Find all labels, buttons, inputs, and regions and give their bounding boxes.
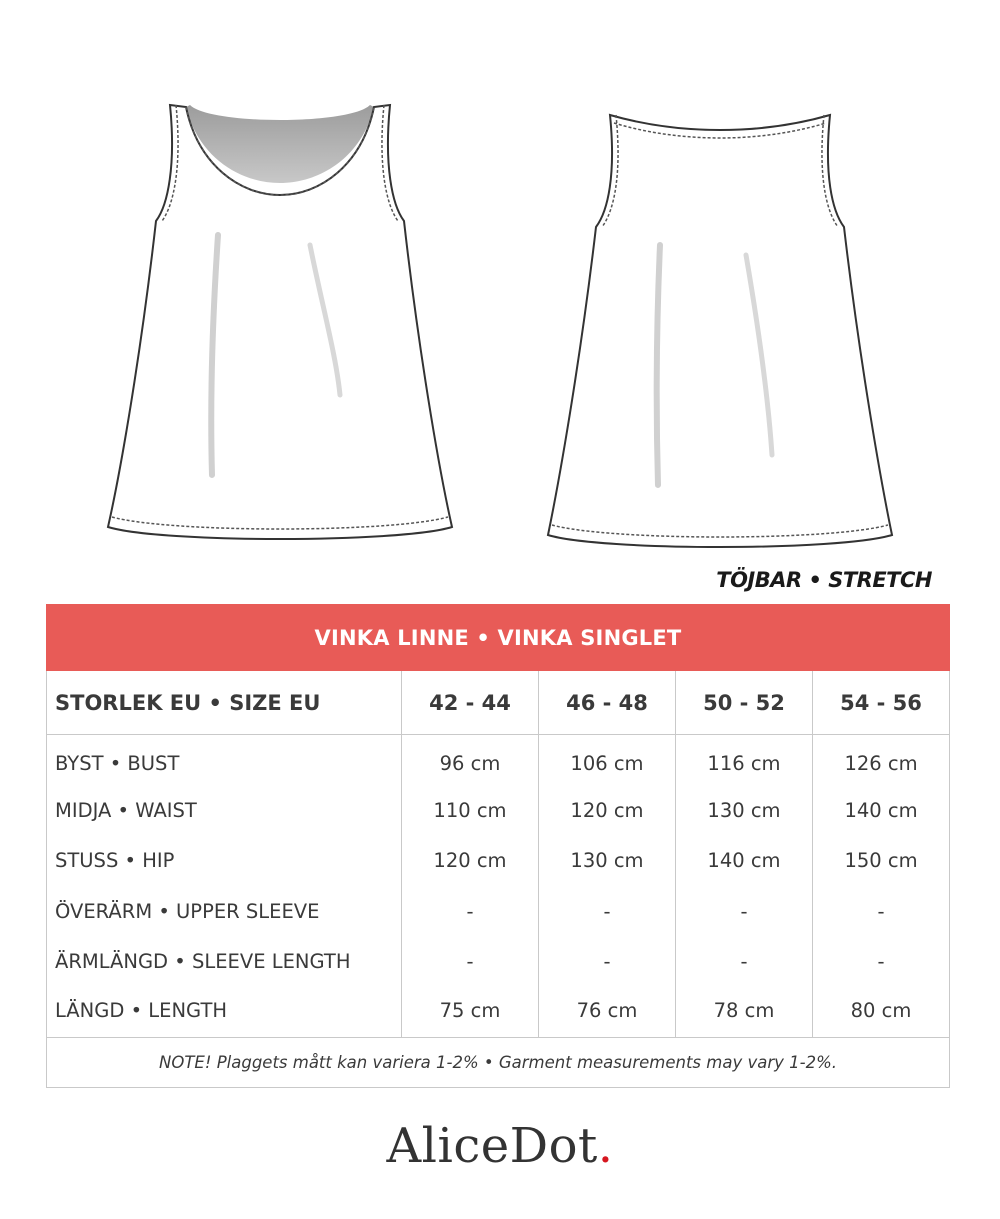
measurement-label: ÖVERÄRM • UPPER SLEEVE bbox=[47, 886, 402, 937]
measurement-label: MIDJA • WAIST bbox=[47, 785, 402, 836]
measurement-value: 75 cm bbox=[402, 987, 539, 1038]
measurement-value: 106 cm bbox=[539, 735, 676, 786]
table-row bbox=[47, 987, 950, 1038]
size-header-row bbox=[47, 671, 950, 735]
note-row bbox=[47, 1038, 950, 1088]
measurement-label: BYST • BUST bbox=[47, 735, 402, 786]
brand-name: AliceDot bbox=[386, 1118, 598, 1174]
measurement-value: 126 cm bbox=[813, 735, 950, 786]
size-column-header: 50 - 52 bbox=[676, 671, 813, 735]
measurement-value: 116 cm bbox=[676, 735, 813, 786]
measurement-value: 96 cm bbox=[402, 735, 539, 786]
table-row bbox=[47, 886, 950, 937]
measurement-value: - bbox=[402, 937, 539, 988]
measurement-label: STUSS • HIP bbox=[47, 836, 402, 887]
measurement-value: 140 cm bbox=[813, 785, 950, 836]
table-row bbox=[47, 735, 950, 786]
measurement-value: - bbox=[539, 886, 676, 937]
singlet-front-sketch bbox=[100, 95, 460, 565]
measurement-value: 130 cm bbox=[539, 836, 676, 887]
measurement-value: 150 cm bbox=[813, 836, 950, 887]
measurement-value: 76 cm bbox=[539, 987, 676, 1038]
measurement-label: ÄRMLÄNGD • SLEEVE LENGTH bbox=[47, 937, 402, 988]
measurement-value: - bbox=[813, 886, 950, 937]
table-row bbox=[47, 836, 950, 887]
measurement-value: 140 cm bbox=[676, 836, 813, 887]
measurement-value: 110 cm bbox=[402, 785, 539, 836]
measurement-value: 78 cm bbox=[676, 987, 813, 1038]
size-chart-table bbox=[46, 604, 950, 1088]
table-title-row bbox=[47, 605, 950, 671]
singlet-back-sketch bbox=[540, 95, 900, 565]
table-row bbox=[47, 785, 950, 836]
stretch-label: TÖJBAR • STRETCH bbox=[716, 568, 932, 592]
measurement-note: NOTE! Plaggets mått kan variera 1-2% • Garment measurements may vary 1-2%. bbox=[47, 1038, 950, 1088]
measurement-value: - bbox=[402, 886, 539, 937]
measurement-label: LÄNGD • LENGTH bbox=[47, 987, 402, 1038]
table-row bbox=[47, 937, 950, 988]
measurement-value: - bbox=[676, 886, 813, 937]
size-column-header: 54 - 56 bbox=[813, 671, 950, 735]
size-header-label: STORLEK EU • SIZE EU bbox=[47, 671, 402, 735]
measurement-value: 130 cm bbox=[676, 785, 813, 836]
measurement-value: 120 cm bbox=[539, 785, 676, 836]
brand-dot: . bbox=[597, 1118, 614, 1174]
table-title: VINKA LINNE • VINKA SINGLET bbox=[47, 605, 950, 671]
measurement-value: - bbox=[539, 937, 676, 988]
measurement-value: 120 cm bbox=[402, 836, 539, 887]
measurement-value: - bbox=[676, 937, 813, 988]
measurement-value: - bbox=[813, 937, 950, 988]
size-column-header: 42 - 44 bbox=[402, 671, 539, 735]
size-column-header: 46 - 48 bbox=[539, 671, 676, 735]
measurement-value: 80 cm bbox=[813, 987, 950, 1038]
brand-logo bbox=[0, 1118, 1000, 1174]
